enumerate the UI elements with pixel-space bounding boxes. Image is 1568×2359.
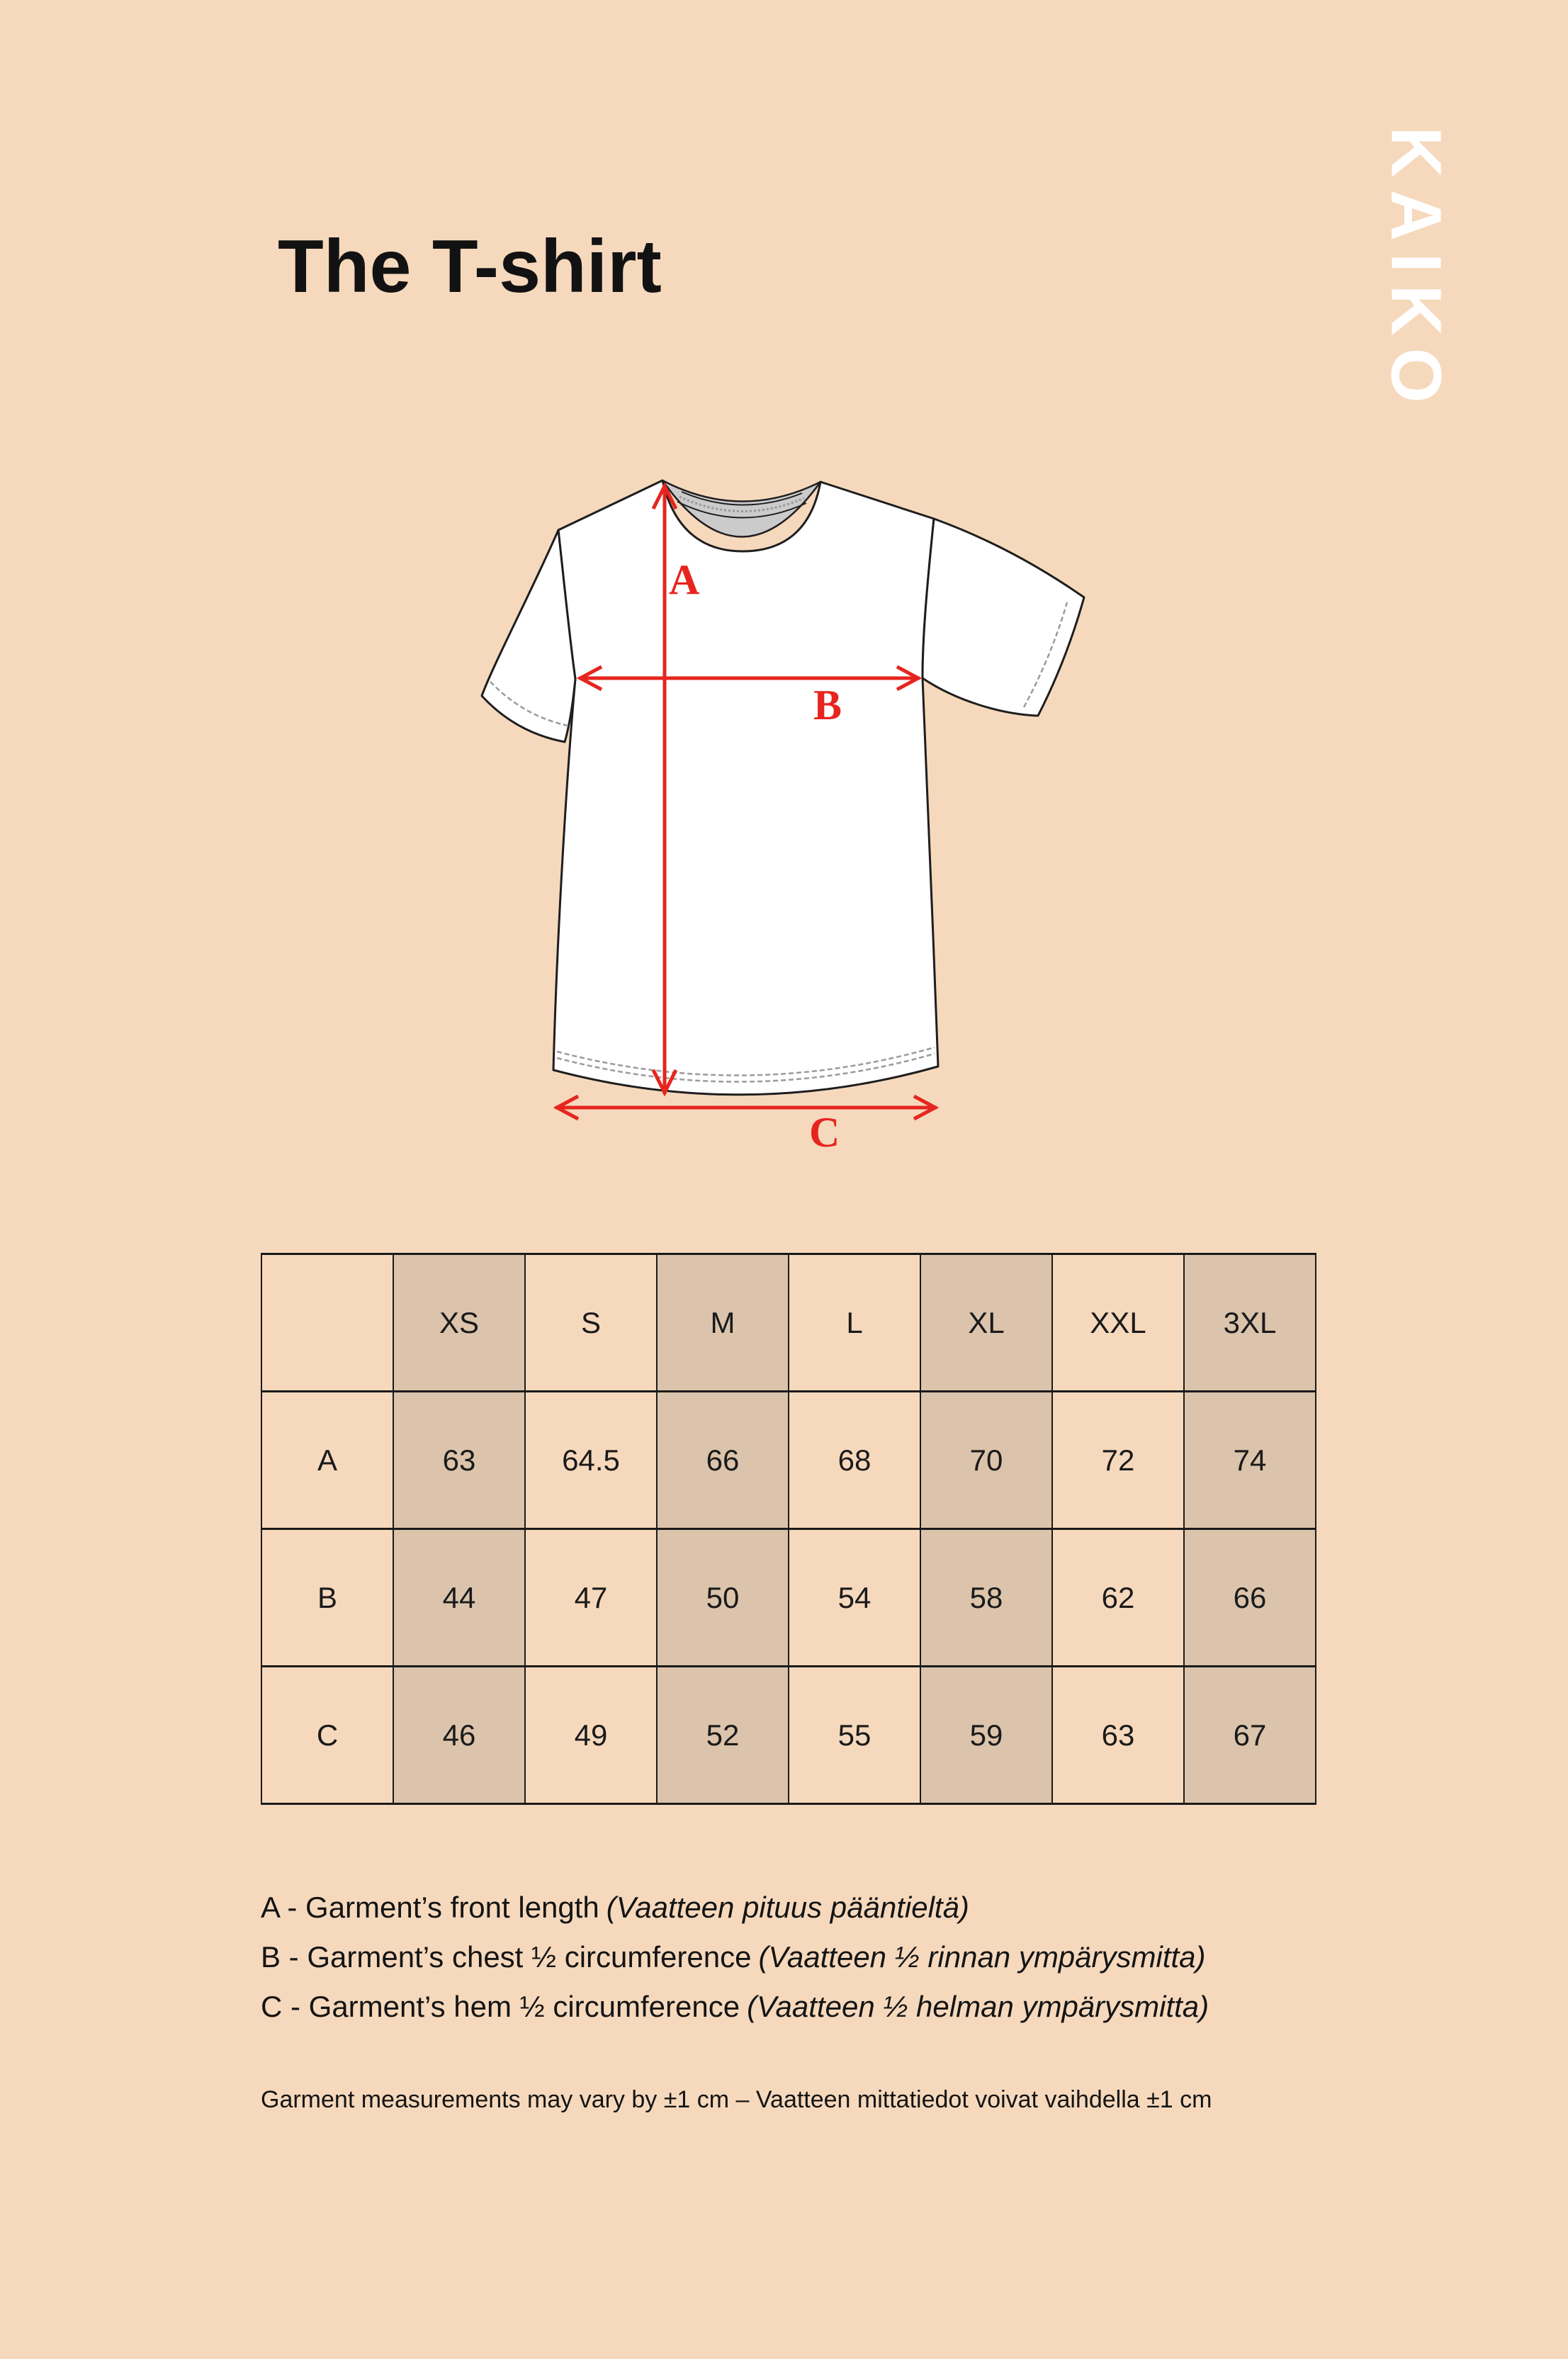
size-cell: 67 [1184, 1667, 1316, 1804]
size-cell: 52 [657, 1667, 789, 1804]
legend-text: A - Garment’s front length [261, 1891, 599, 1924]
label-b: B [813, 682, 842, 728]
label-a: A [669, 556, 700, 603]
size-column-header: M [657, 1254, 789, 1392]
size-cell: 64.5 [525, 1392, 657, 1529]
size-cell: 74 [1184, 1392, 1316, 1529]
legend-translation: (Vaatteen pituus pääntieltä) [606, 1891, 969, 1924]
size-cell: 68 [789, 1392, 920, 1529]
size-table [261, 1253, 1316, 1805]
size-column-header: 3XL [1184, 1254, 1316, 1392]
size-column-header: S [525, 1254, 657, 1392]
size-cell: 70 [920, 1392, 1052, 1529]
footer-note: Garment measurements may vary by ±1 cm – Vaatteen mittatiedot voivat vaihdella ±1 cm [261, 2086, 1212, 2113]
size-cell: 63 [393, 1392, 525, 1529]
row-label: B [261, 1529, 393, 1667]
size-cell: 58 [920, 1529, 1052, 1667]
tshirt-diagram [425, 439, 1119, 1169]
table-row-b [261, 1529, 1316, 1667]
size-cell: 44 [393, 1529, 525, 1667]
size-cell: 63 [1052, 1667, 1184, 1804]
tshirt-outline [482, 480, 1084, 1095]
size-cell: 46 [393, 1667, 525, 1804]
legend-item-b [261, 1932, 1209, 1982]
arrow-c [555, 1096, 937, 1119]
size-cell: 49 [525, 1667, 657, 1804]
table-row-a [261, 1392, 1316, 1529]
size-column-header: XXL [1052, 1254, 1184, 1392]
size-cell: 50 [657, 1529, 789, 1667]
size-cell: 66 [1184, 1529, 1316, 1667]
legend-translation: (Vaatteen ½ rinnan ympärysmitta) [758, 1940, 1206, 1974]
row-label: C [261, 1667, 393, 1804]
brand-logo: KAIKO [1376, 126, 1456, 415]
size-column-header: XS [393, 1254, 525, 1392]
size-cell: 54 [789, 1529, 920, 1667]
size-cell: 47 [525, 1529, 657, 1667]
legend-item-a [261, 1883, 1209, 1932]
size-cell: 55 [789, 1667, 920, 1804]
size-cell: 62 [1052, 1529, 1184, 1667]
label-c: C [809, 1109, 840, 1156]
legend-text: B - Garment’s chest ½ circumference [261, 1940, 752, 1974]
legend-item-c [261, 1982, 1209, 2032]
row-label: A [261, 1392, 393, 1529]
size-cell: 66 [657, 1392, 789, 1529]
legend-translation: (Vaatteen ½ helman ympärysmitta) [747, 1990, 1209, 2023]
table-header-row [261, 1254, 1316, 1392]
table-row-c [261, 1667, 1316, 1804]
size-cell: 59 [920, 1667, 1052, 1804]
corner-cell [261, 1254, 393, 1392]
legend-text: C - Garment’s hem ½ circumference [261, 1990, 740, 2023]
size-column-header: XL [920, 1254, 1052, 1392]
size-cell: 72 [1052, 1392, 1184, 1529]
measurement-legend [261, 1883, 1209, 2032]
size-column-header: L [789, 1254, 920, 1392]
page-title: The T-shirt [278, 225, 662, 308]
